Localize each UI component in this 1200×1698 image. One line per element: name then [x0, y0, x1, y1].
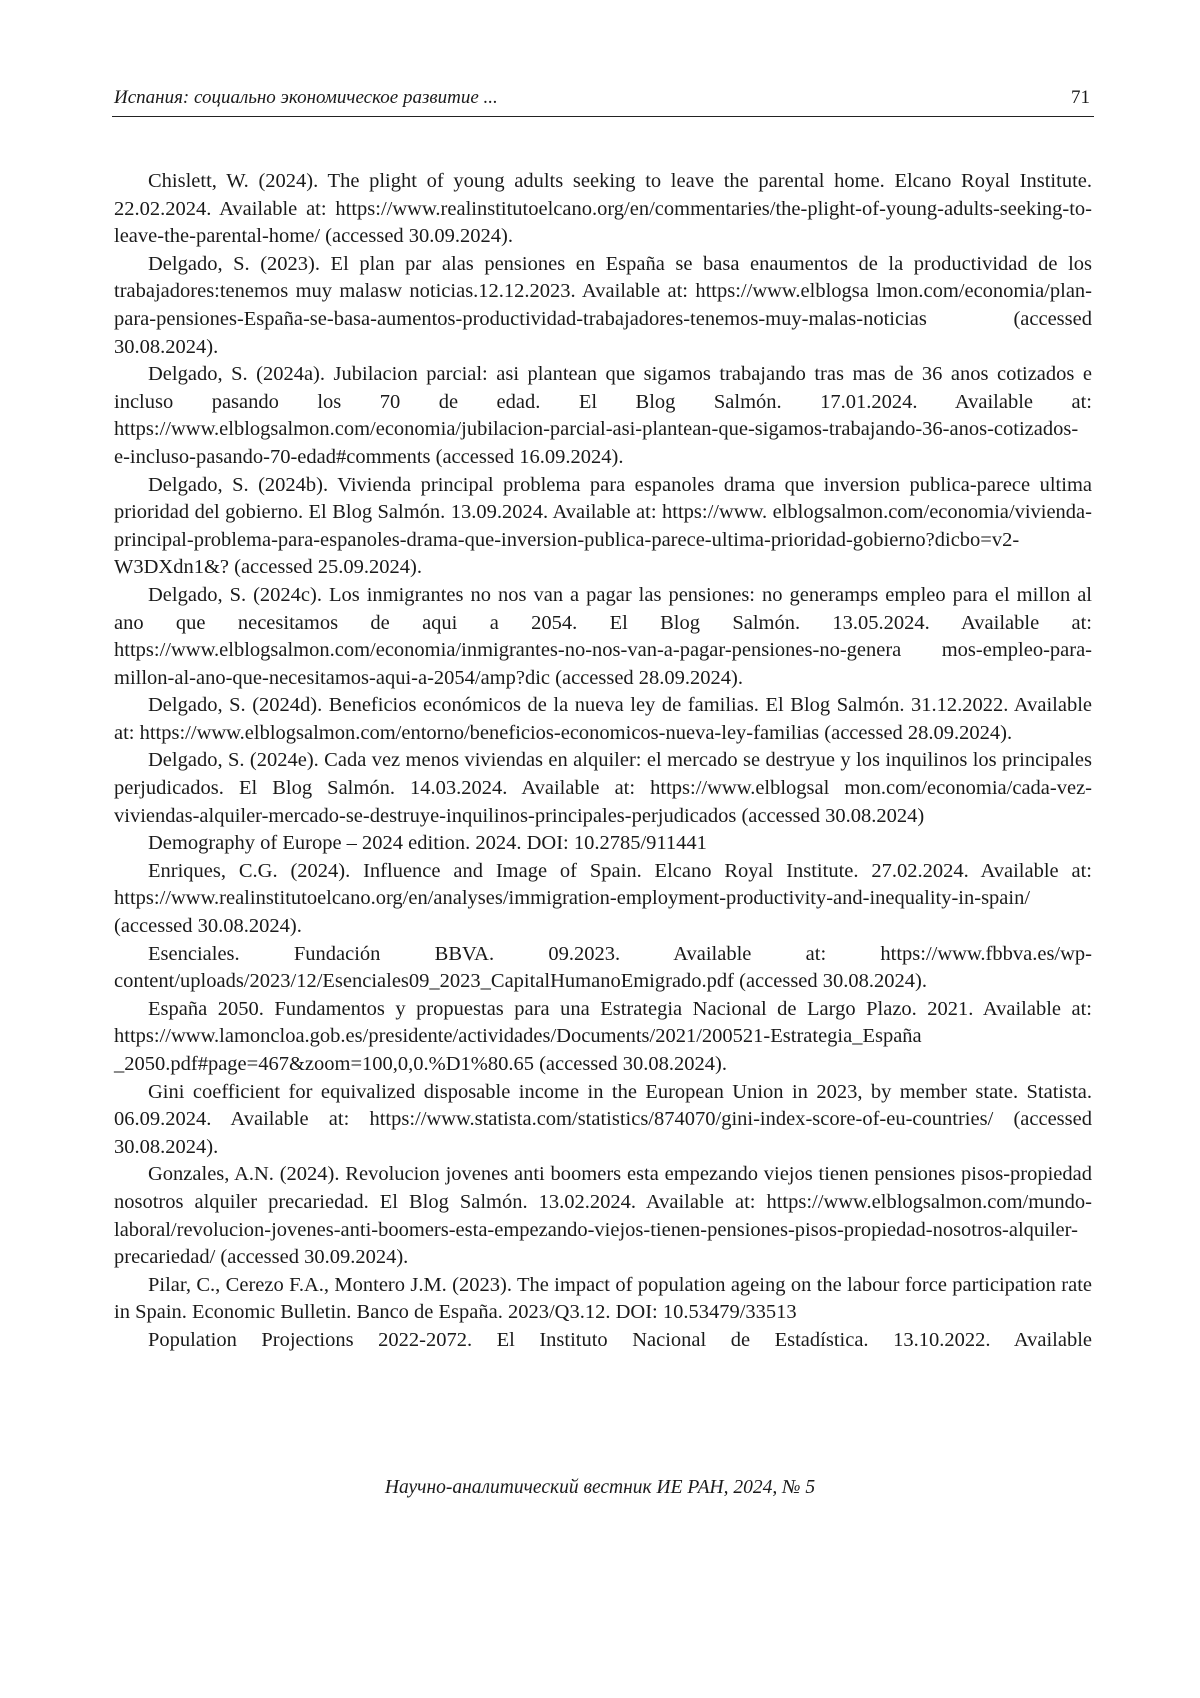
reference-delgado-2024a: Delgado, S. (2024a). Jubilacion parcial: asi plantean que sigamos trabajando tras mas de 36 anos cotizados e incluso pasando los 70 de edad. El Blog Salmón. 17.01.2024. Available at: https://www.elblogsalmon.com/economia/jubilacion-parcial-asi-plantean-que-sigamos-trabajando-36-anos-cotizados-e-incluso-pasando-70-edad#comments (accessed 16.09.2024). [114, 363, 1092, 468]
page-number: 71 [1071, 87, 1090, 108]
reference-delgado-2024c: Delgado, S. (2024c). Los inmigrantes no nos van a pagar las pensiones: no generamps empleo para el millon al ano que necesitamos de aqui a 2054. El Blog Salmón. 13.05.2024. Available at: https://www.elblogsalmon.com/economia/inmigrantes-no-nos-van-a-pagar-pensiones-no-genera mos-empleo-para-millon-al-ano-que-necesitamos-aqui-a-2054/amp?dic (accessed 28.09.2024). [114, 583, 1092, 689]
reference-pilar-2023: Pilar, C., Cerezo F.A., Montero J.M. (2023). The impact of population ageing on the labour force participation rate in Spain. Economic Bulletin. Banco de España. 2023/Q3.12. DOI: 10.53479/33513 [114, 1273, 1092, 1324]
reference-espana-2050: España 2050. Fundamentos y propuestas para una Estrategia Nacional de Largo Plazo. 2021. Available at: https://www.lamoncloa.gob.es/presidente/actividades/Documents/2021/200521-Estrategia_España _2050.pdf#page=467&zoom=100,0,0.%D1%80.65 (accessed 30.08.2024). [114, 997, 1092, 1075]
reference-esenciales-bbva: Esenciales. Fundación BBVA. 09.2023. Available at: https://www.fbbva.es/wp-content/uploads/2023/12/Esenciales09_2023_CapitalHumanoEmigrado.pdf (accessed 30.08.2024). [114, 942, 1092, 993]
reference-demography-of-europe: Demography of Europe – 2024 edition. 2024. DOI: 10.2785/911441 [148, 832, 707, 855]
reference-delgado-2024b: Delgado, S. (2024b). Vivienda principal problema para espanoles drama que inversion publica-parece ultima prioridad del gobierno. El Blog Salmón. 13.09.2024. Available at: https://www. elblogsalmon.com/economia/vivienda-principal-problema-para-espanoles-drama-que-inversion-publica-parece-ultima-prioridad-gobierno?dicbo=v2-W3DXdn1&? (accessed 25.09.2024). [114, 473, 1092, 579]
reference-delgado-2024e: Delgado, S. (2024e). Cada vez menos viviendas en alquiler: el mercado se destryue y los inquilinos los principales perjudicados. El Blog Salmón. 14.03.2024. Available at: https://www.elblogsal mon.com/economia/cada-vez-viviendas-alquiler-mercado-se-destruye-inquilinos-principales-perjudicados (accessed 30.08.2024) [114, 749, 1092, 827]
reference-chislett-2024: Chislett, W. (2024). The plight of young adults seeking to leave the parental home. Elcano Royal Institute. 22.02.2024. Available at: https://www.realinstitutoelcano.org/en/commentaries/the-plight-of-young-adults-seeking-to-leave-the-parental-home/ (accessed 30.09.2024). [114, 170, 1092, 248]
reference-delgado-2024d: Delgado, S. (2024d). Beneficios económicos de la nueva ley de familias. El Blog Salmón. 31.12.2022. Available at: https://www.elblogsalmon.com/entorno/beneficios-economicos-nueva-ley-familias (accessed 28.09.2024). [114, 694, 1092, 744]
running-header [112, 84, 1094, 117]
reference-population-projections: Population Projections 2022-2072. El Instituto Nacional de Estadística. 13.10.2022. Available [148, 1328, 1092, 1351]
reference-gini-statista: Gini coefficient for equivalized disposable income in the European Union in 2023, by member state. Statista. 06.09.2024. Available at: https://www.statista.com/statistics/874070/gini-index-score-of-eu-countries/ (accessed 30.08.2024). [114, 1080, 1092, 1158]
reference-enriques-2024: Enriques, C.G. (2024). Influence and Image of Spain. Elcano Royal Institute. 27.02.2024. Available at: https://www.realinstitutoelcano.org/en/analyses/immigration-employment-productivity-and-inequality-in-spain/ (accessed 30.08.2024). [114, 859, 1092, 938]
running-header-title: Испания: социально экономическое развитие ... [114, 87, 498, 108]
reference-gonzales-2024: Gonzales, A.N. (2024). Revolucion jovenes anti boomers esta empezando viejos tienen pensiones pisos-propiedad nosotros alquiler precariedad. El Blog Salmón. 13.02.2024. Available at: https://www.elblogsalmon.com/mundo-laboral/revolucion-jovenes-anti-boomers-esta-empezando-viejos-tienen-pensiones-pisos-propiedad-nosotros-alquiler-precariedad/ (accessed 30.09.2024). [114, 1163, 1092, 1269]
reference-list [114, 168, 1092, 1355]
reference-delgado-2023: Delgado, S. (2023). El plan par alas pensiones en España se basa enaumentos de la productividad de los trabajadores:tenemos muy malasw noticias.12.12.2023. Available at: https://www.elblogsa lmon.com/economia/plan-para-pensiones-España-se-basa-aumentos-productividad-trabajadores-tenemos-muy-malas-noticias (accessed 30.08.2024). [114, 252, 1092, 358]
running-footer: Научно-аналитический вестник ИЕ РАН, 2024, № 5 [384, 1477, 816, 1498]
